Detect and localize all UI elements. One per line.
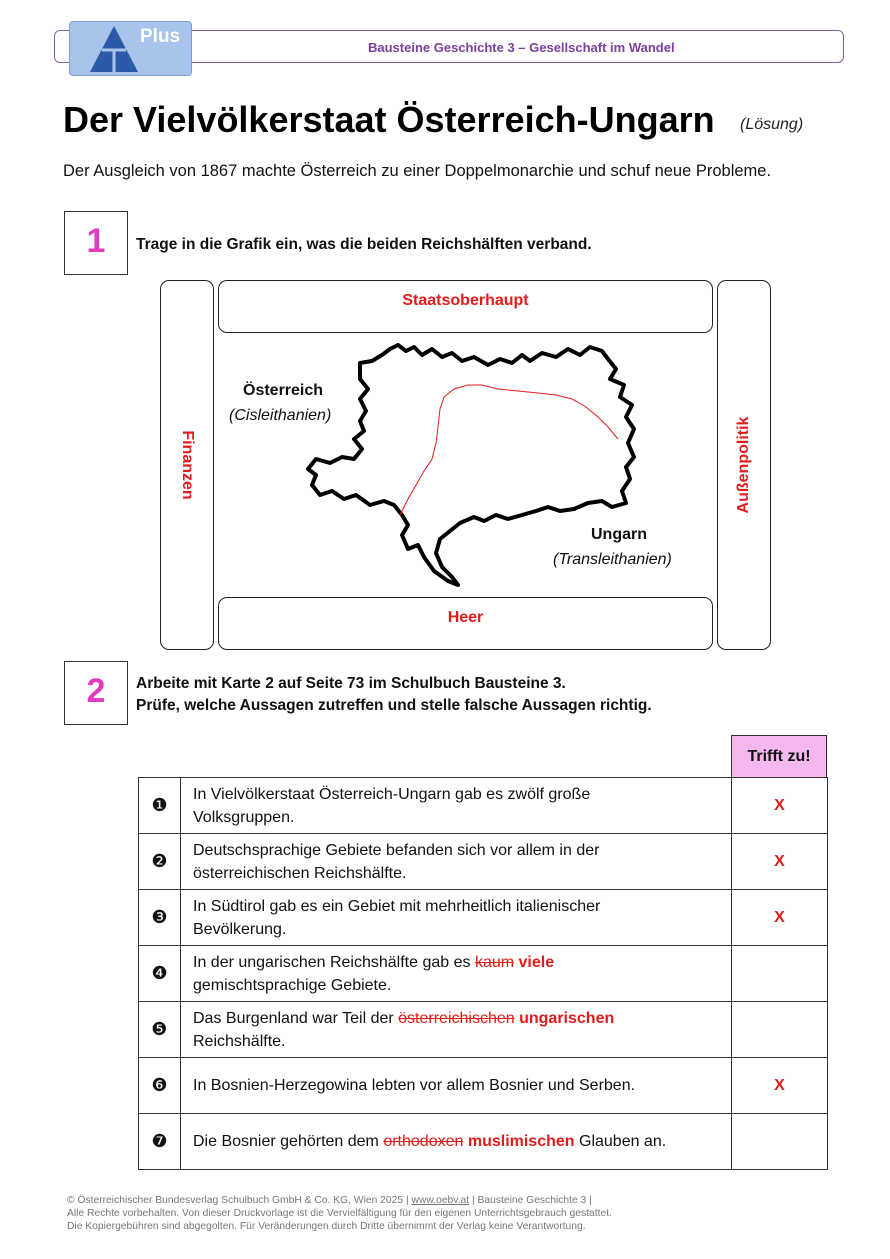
statement-cell <box>181 1002 732 1058</box>
publisher-link[interactable]: www.oebv.at <box>411 1195 470 1206</box>
correction-word: ungarischen <box>519 1009 615 1027</box>
statement-line1: In Südtirol gab es ein Gebiet mit mehrheitlich italienischer <box>193 897 601 915</box>
row-number: ❷ <box>139 834 181 890</box>
task-1-instruction: Trage in die Grafik ein, was die beiden Reichshälften verband. <box>136 236 592 253</box>
task-1-number: 1 <box>86 222 106 260</box>
statement-line1 <box>193 1130 723 1153</box>
statement-pre: Die Bosnier gehörten dem <box>193 1133 384 1150</box>
table-row <box>139 1114 828 1170</box>
statement-cell <box>181 1114 732 1170</box>
trifft-zu-header: Trifft zu! <box>731 735 827 778</box>
task-2-instruction-line1: Arbeite mit Karte 2 auf Seite 73 im Schulbuch Bausteine 3. <box>136 675 566 692</box>
statement-line2: Volksgruppen. <box>193 808 295 826</box>
statement-pre: In der ungarischen Reichshälfte gab es <box>193 953 475 971</box>
struck-word: kaum <box>474 953 515 971</box>
statement-cell <box>181 778 732 834</box>
statement-line2: österreichischen Reichshälfte. <box>193 864 407 882</box>
map-border-line <box>400 385 618 515</box>
statement-cell <box>181 834 732 890</box>
check-mark-cell[interactable] <box>732 1002 828 1058</box>
statement-line2: gemischtsprachige Gebiete. <box>193 976 392 994</box>
struck-word: österreichischen <box>398 1009 515 1027</box>
correction-word: muslimischen <box>467 1133 575 1150</box>
statement-line1: In Vielvölkerstaat Österreich-Ungarn gab es zwölf große <box>193 785 591 803</box>
check-mark-cell[interactable] <box>732 1114 828 1170</box>
left-label: Finanzen <box>179 430 196 500</box>
publisher-logo <box>69 21 192 76</box>
correction-word: viele <box>518 953 555 971</box>
austria-sub-label: (Cisleithanien) <box>229 407 332 424</box>
top-label: Staatsoberhaupt <box>402 292 529 309</box>
task-2-instruction-line2: Prüfe, welche Aussagen zutreffen und stelle falsche Aussagen richtig. <box>136 697 652 714</box>
page-title: Der Vielvölkerstaat Österreich-Ungarn <box>63 99 715 140</box>
statement-line2: Reichshälfte. <box>193 1032 286 1050</box>
footer-line1 <box>67 1194 612 1207</box>
check-mark-cell[interactable]: X <box>732 834 828 890</box>
table-row <box>139 834 828 890</box>
footer-line2: Alle Rechte vorbehalten. Von dieser Druckvorlage ist die Vervielfältigung für den eigenen Unterrichtsgebrauch gestattet. <box>67 1208 612 1219</box>
row-number: ❼ <box>139 1114 181 1170</box>
table-row <box>139 778 828 834</box>
check-mark-cell[interactable]: X <box>732 890 828 946</box>
hungary-sub-label: (Transleithanien) <box>553 551 672 568</box>
statement-line2: Bevölkerung. <box>193 920 287 938</box>
statement-line1 <box>193 951 723 974</box>
statement-line1 <box>193 1007 723 1030</box>
footer-series: | Bausteine Geschichte 3 | <box>469 1195 592 1206</box>
table-row <box>139 946 828 1002</box>
check-mark-cell[interactable]: X <box>732 1058 828 1114</box>
row-number: ❹ <box>139 946 181 1002</box>
intro-text: Der Ausgleich von 1867 machte Österreich zu einer Doppelmonarchie und schuf neue Probleme. <box>63 162 772 180</box>
footer <box>67 1194 612 1233</box>
footer-copyright: © Österreichischer Bundesverlag Schulbuch GmbH & Co. KG, Wien 2025 | <box>67 1195 412 1206</box>
austria-label: Österreich <box>243 382 324 399</box>
table-row <box>139 1058 828 1114</box>
row-number: ❸ <box>139 890 181 946</box>
statements-table <box>138 777 828 1170</box>
series-title: Bausteine Geschichte 3 – Gesellschaft im Wandel <box>368 40 675 55</box>
task-2-number: 2 <box>86 672 106 710</box>
row-number: ❻ <box>139 1058 181 1114</box>
statement-post: Glauben an. <box>574 1133 667 1150</box>
row-number: ❺ <box>139 1002 181 1058</box>
struck-word: orthodoxen <box>383 1133 464 1150</box>
statement-line1: In Bosnien-Herzegowina lebten vor allem Bosnier und Serben. <box>193 1077 636 1094</box>
statement-cell <box>181 890 732 946</box>
table-row <box>139 1002 828 1058</box>
statement-cell <box>181 946 732 1002</box>
row-number: ❶ <box>139 778 181 834</box>
task-1-number-box <box>64 211 128 275</box>
hungary-label: Ungarn <box>591 526 647 543</box>
statement-line1: Deutschsprachige Gebiete befanden sich vor allem in der <box>193 841 600 859</box>
logo-text: Plus <box>140 26 181 47</box>
table-row <box>139 890 828 946</box>
right-label: Außenpolitik <box>735 416 752 514</box>
footer-line3: Die Kopiergebühren sind abgegolten. Für Veränderungen durch Dritte übernimmt der Verlag keine Verantwortung. <box>67 1221 586 1232</box>
check-mark-cell[interactable]: X <box>732 778 828 834</box>
statement-cell <box>181 1058 732 1114</box>
map-outline <box>308 345 634 585</box>
page-title-sub: (Lösung) <box>740 116 804 133</box>
check-mark-cell[interactable] <box>732 946 828 1002</box>
statement-pre: Das Burgenland war Teil der <box>193 1009 399 1027</box>
bottom-label: Heer <box>447 609 484 626</box>
task-2-number-box <box>64 661 128 725</box>
triangle-logo-icon <box>88 24 140 74</box>
